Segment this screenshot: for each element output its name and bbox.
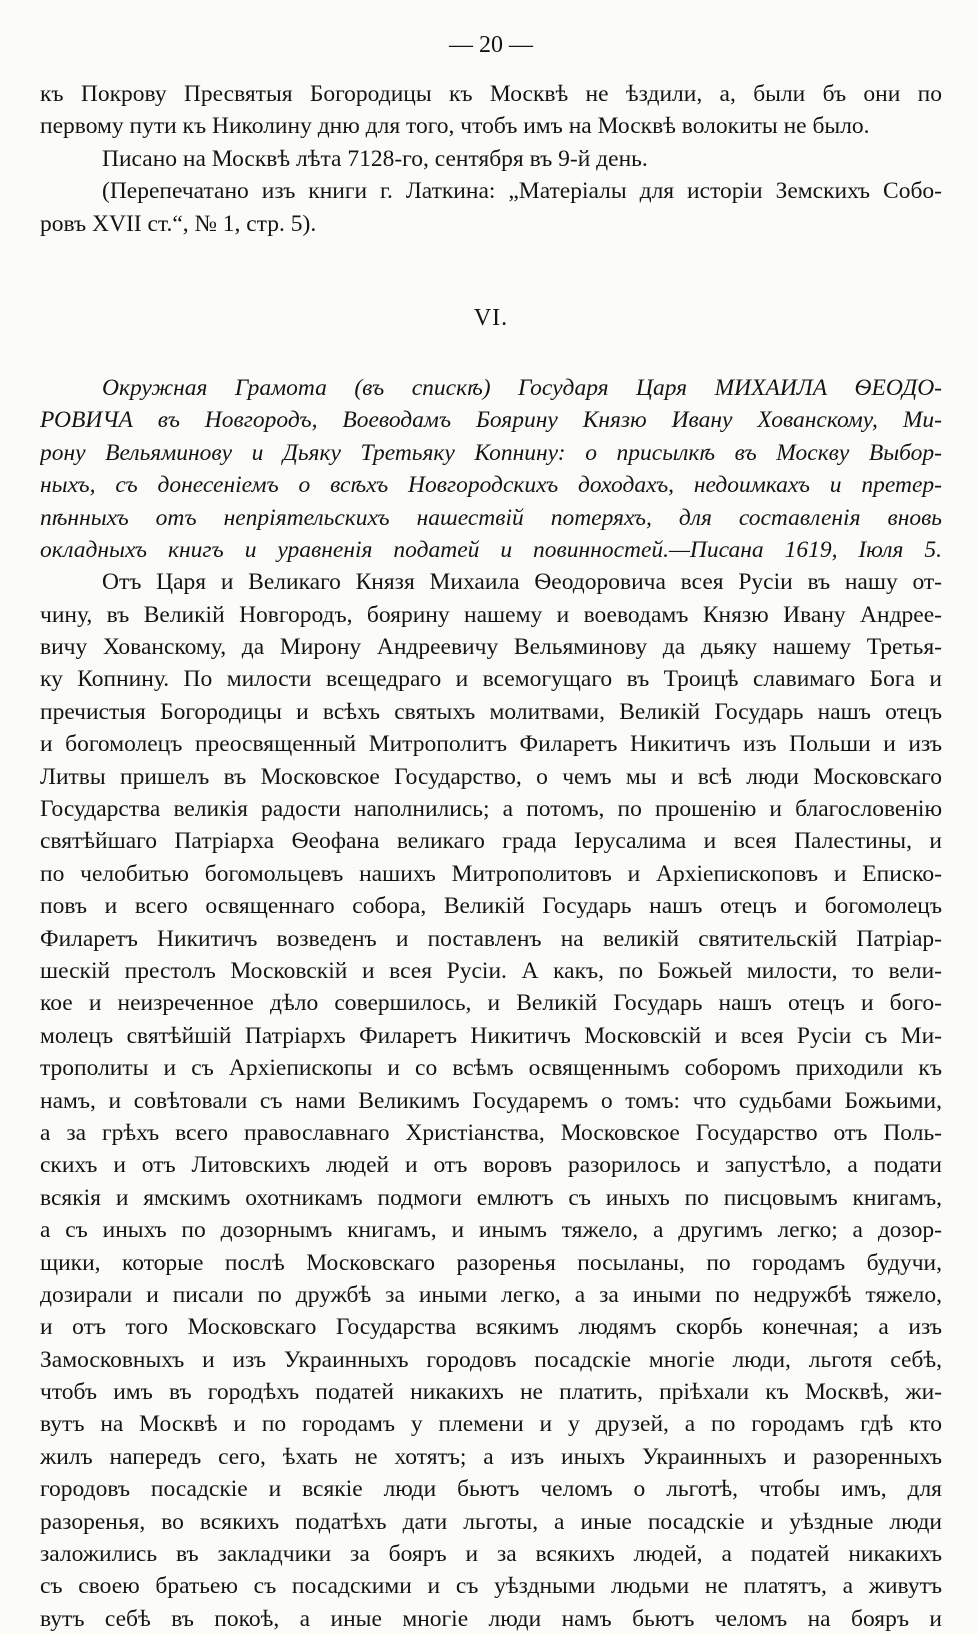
heading-line: окладныхъ книгъ и уравненія податей и повинностей.—Писана 1619, Іюля 5. <box>40 536 942 563</box>
body-line: городовъ посадскіе и всякіе люди бьютъ челомъ о льготѣ, чтобы имъ, для <box>40 1476 942 1503</box>
text-line: Писано на Москвѣ лѣта 7128-го, сентября въ 9-й день. <box>102 145 648 172</box>
body-line: и богомолецъ преосвященный Митрополитъ Филаретъ Никитичъ изъ Польши и изъ <box>40 731 942 758</box>
text-line: ровъ XVII ст.“, № 1, стр. 5). <box>40 210 317 237</box>
body-line: Литвы пришелъ въ Московское Государство, о чемъ мы и всѣ люди Московскаго <box>40 763 942 790</box>
heading-line: Окружная Грамота (въ спискѣ) Государя Царя МИХАИЛА ѲЕОДО- <box>102 374 942 401</box>
body-text <box>40 566 942 1635</box>
text-line: первому пути къ Николину дню для того, чтобъ имъ на Москвѣ волокиты не было. <box>40 113 870 140</box>
body-line: а за грѣхъ всего православнаго Христіанства, Московское Государство отъ Поль- <box>40 1119 942 1146</box>
body-line: всякія и ямскимъ охотникамъ подмоги емлютъ съ иныхъ по писцовымъ книгамъ, <box>40 1184 942 1211</box>
body-line: кое и неизреченное дѣло совершилось, и Великій Государь нашъ отецъ и бого- <box>40 990 942 1017</box>
body-line: чину, въ Великій Новгородъ, боярину нашему и воеводамъ Князю Ивану Андрее- <box>40 601 942 628</box>
intro-paragraph-3 <box>40 175 942 240</box>
page-number: — 20 — <box>449 32 533 58</box>
text-line: (Перепечатано изъ книги г. Латкина: „Матеріалы для исторіи Земскихъ Собо- <box>102 178 942 205</box>
body-line: пречистыя Богородицы и всѣхъ святыхъ молитвами, Великій Государь нашъ отецъ <box>40 698 942 725</box>
body-line: Замосковныхъ и изъ Украинныхъ городовъ посадскіе многіе люди, льготя себѣ, <box>40 1346 942 1373</box>
body-line: Филаретъ Никитичъ возведенъ и поставленъ на великій святительскій Патріар- <box>40 925 942 952</box>
body-line: вутъ себѣ въ покоѣ, а иные многіе люди намъ бьютъ челомъ на бояръ и <box>40 1605 942 1632</box>
body-line: дозирали и писали по дружбѣ за иными легко, а за иными по недружбѣ тяжело, <box>40 1281 942 1308</box>
heading-line: ныхъ, съ донесеніемъ о всѣхъ Новгородскихъ доходахъ, недоимкахъ и претер- <box>40 472 942 499</box>
intro-paragraph-2 <box>40 143 942 175</box>
body-line: вутъ на Москвѣ и по городамъ у племени и у друзей, а по городамъ гдѣ кто <box>40 1411 942 1438</box>
body-line: трополиты и съ Архіепископы и со всѣмъ освященнымъ соборомъ приходили къ <box>40 1055 942 1082</box>
heading-line: РОВИЧА въ Новгородъ, Воеводамъ Боярину Князю Ивану Хованскому, Ми- <box>40 407 942 434</box>
document-heading <box>40 372 942 566</box>
text-line: къ Покрову Пресвятыя Богородицы къ Москвѣ не ѣздили, а, были бъ они по <box>40 81 942 107</box>
intro-paragraph-1 <box>40 78 942 143</box>
heading-line: рону Вельяминову и Дьяку Третьяку Копнину: о присылкѣ въ Москву Выбор- <box>40 439 942 466</box>
body-line: шескій престолъ Московскій и всея Русіи. А какъ, по Божьей милости, то вели- <box>40 957 942 984</box>
body-line: намъ, и совѣтовали съ нами Великимъ Государемъ о томъ: что судьбами Божьими, <box>40 1087 942 1114</box>
body-line: Отъ Царя и Великаго Князя Михаила Ѳеодоровича всея Русіи въ нашу от- <box>102 569 942 596</box>
body-line: съ своею братьею съ посадскими и съ уѣздными людьми не платятъ, а живутъ <box>40 1573 942 1600</box>
body-line: разоренья, во всякихъ податѣхъ дати льготы, а иные посадскіе и уѣздные люди <box>40 1508 942 1535</box>
body-line: жилъ напередъ сего, ѣхать не хотятъ; а изъ иныхъ Украинныхъ и разоренныхъ <box>40 1443 942 1470</box>
body-line: а съ иныхъ по дозорнымъ книгамъ, и инымъ тяжело, а другимъ легко; а дозор- <box>40 1217 942 1244</box>
body-line: вичу Хованскому, да Мирону Андреевичу Вельяминову да дьяку нашему Третья- <box>40 634 942 661</box>
body-line: и отъ того Московскаго Государства всякимъ людямъ скорбь конечная; а изъ <box>40 1314 942 1341</box>
section-number: VI. <box>473 304 509 331</box>
body-line: скихъ и отъ Литовскихъ людей и отъ воровъ разорилось и запустѣло, а подати <box>40 1152 942 1179</box>
body-line: по челобитью богомольцевъ нашихъ Митрополитовъ и Архіепископовъ и Еписко- <box>40 860 942 887</box>
body-line: заложились въ закладчики за бояръ и за всякихъ людей, а податей никакихъ <box>40 1541 942 1568</box>
body-line: Государства великія радости наполнились; а потомъ, по прошенію и благословенію <box>40 796 942 823</box>
body-line: чтобъ имъ въ городѣхъ податей никакихъ не платить, пріѣхали къ Москвѣ, жи- <box>40 1379 942 1406</box>
body-line: ку Копнину. По милости всещедраго и всемогущаго въ Троицѣ славимаго Бога и <box>40 666 942 693</box>
body-line: молецъ святѣйшій Патріархъ Филаретъ Никитичъ Московскій и всея Русіи съ Ми- <box>40 1022 942 1049</box>
heading-line: пѣнныхъ отъ непріятельскихъ нашествій потеряхъ, для составленія вновь <box>40 504 942 531</box>
body-line: щики, которые послѣ Московскаго разоренья посыланы, по городамъ будучи, <box>40 1249 942 1276</box>
body-line: повъ и всего освященнаго собора, Великій Государь нашъ отецъ и богомолецъ <box>40 893 942 920</box>
body-line: святѣйшаго Патріарха Ѳеофана великаго града Іерусалима и всея Палестины, и <box>40 828 942 855</box>
